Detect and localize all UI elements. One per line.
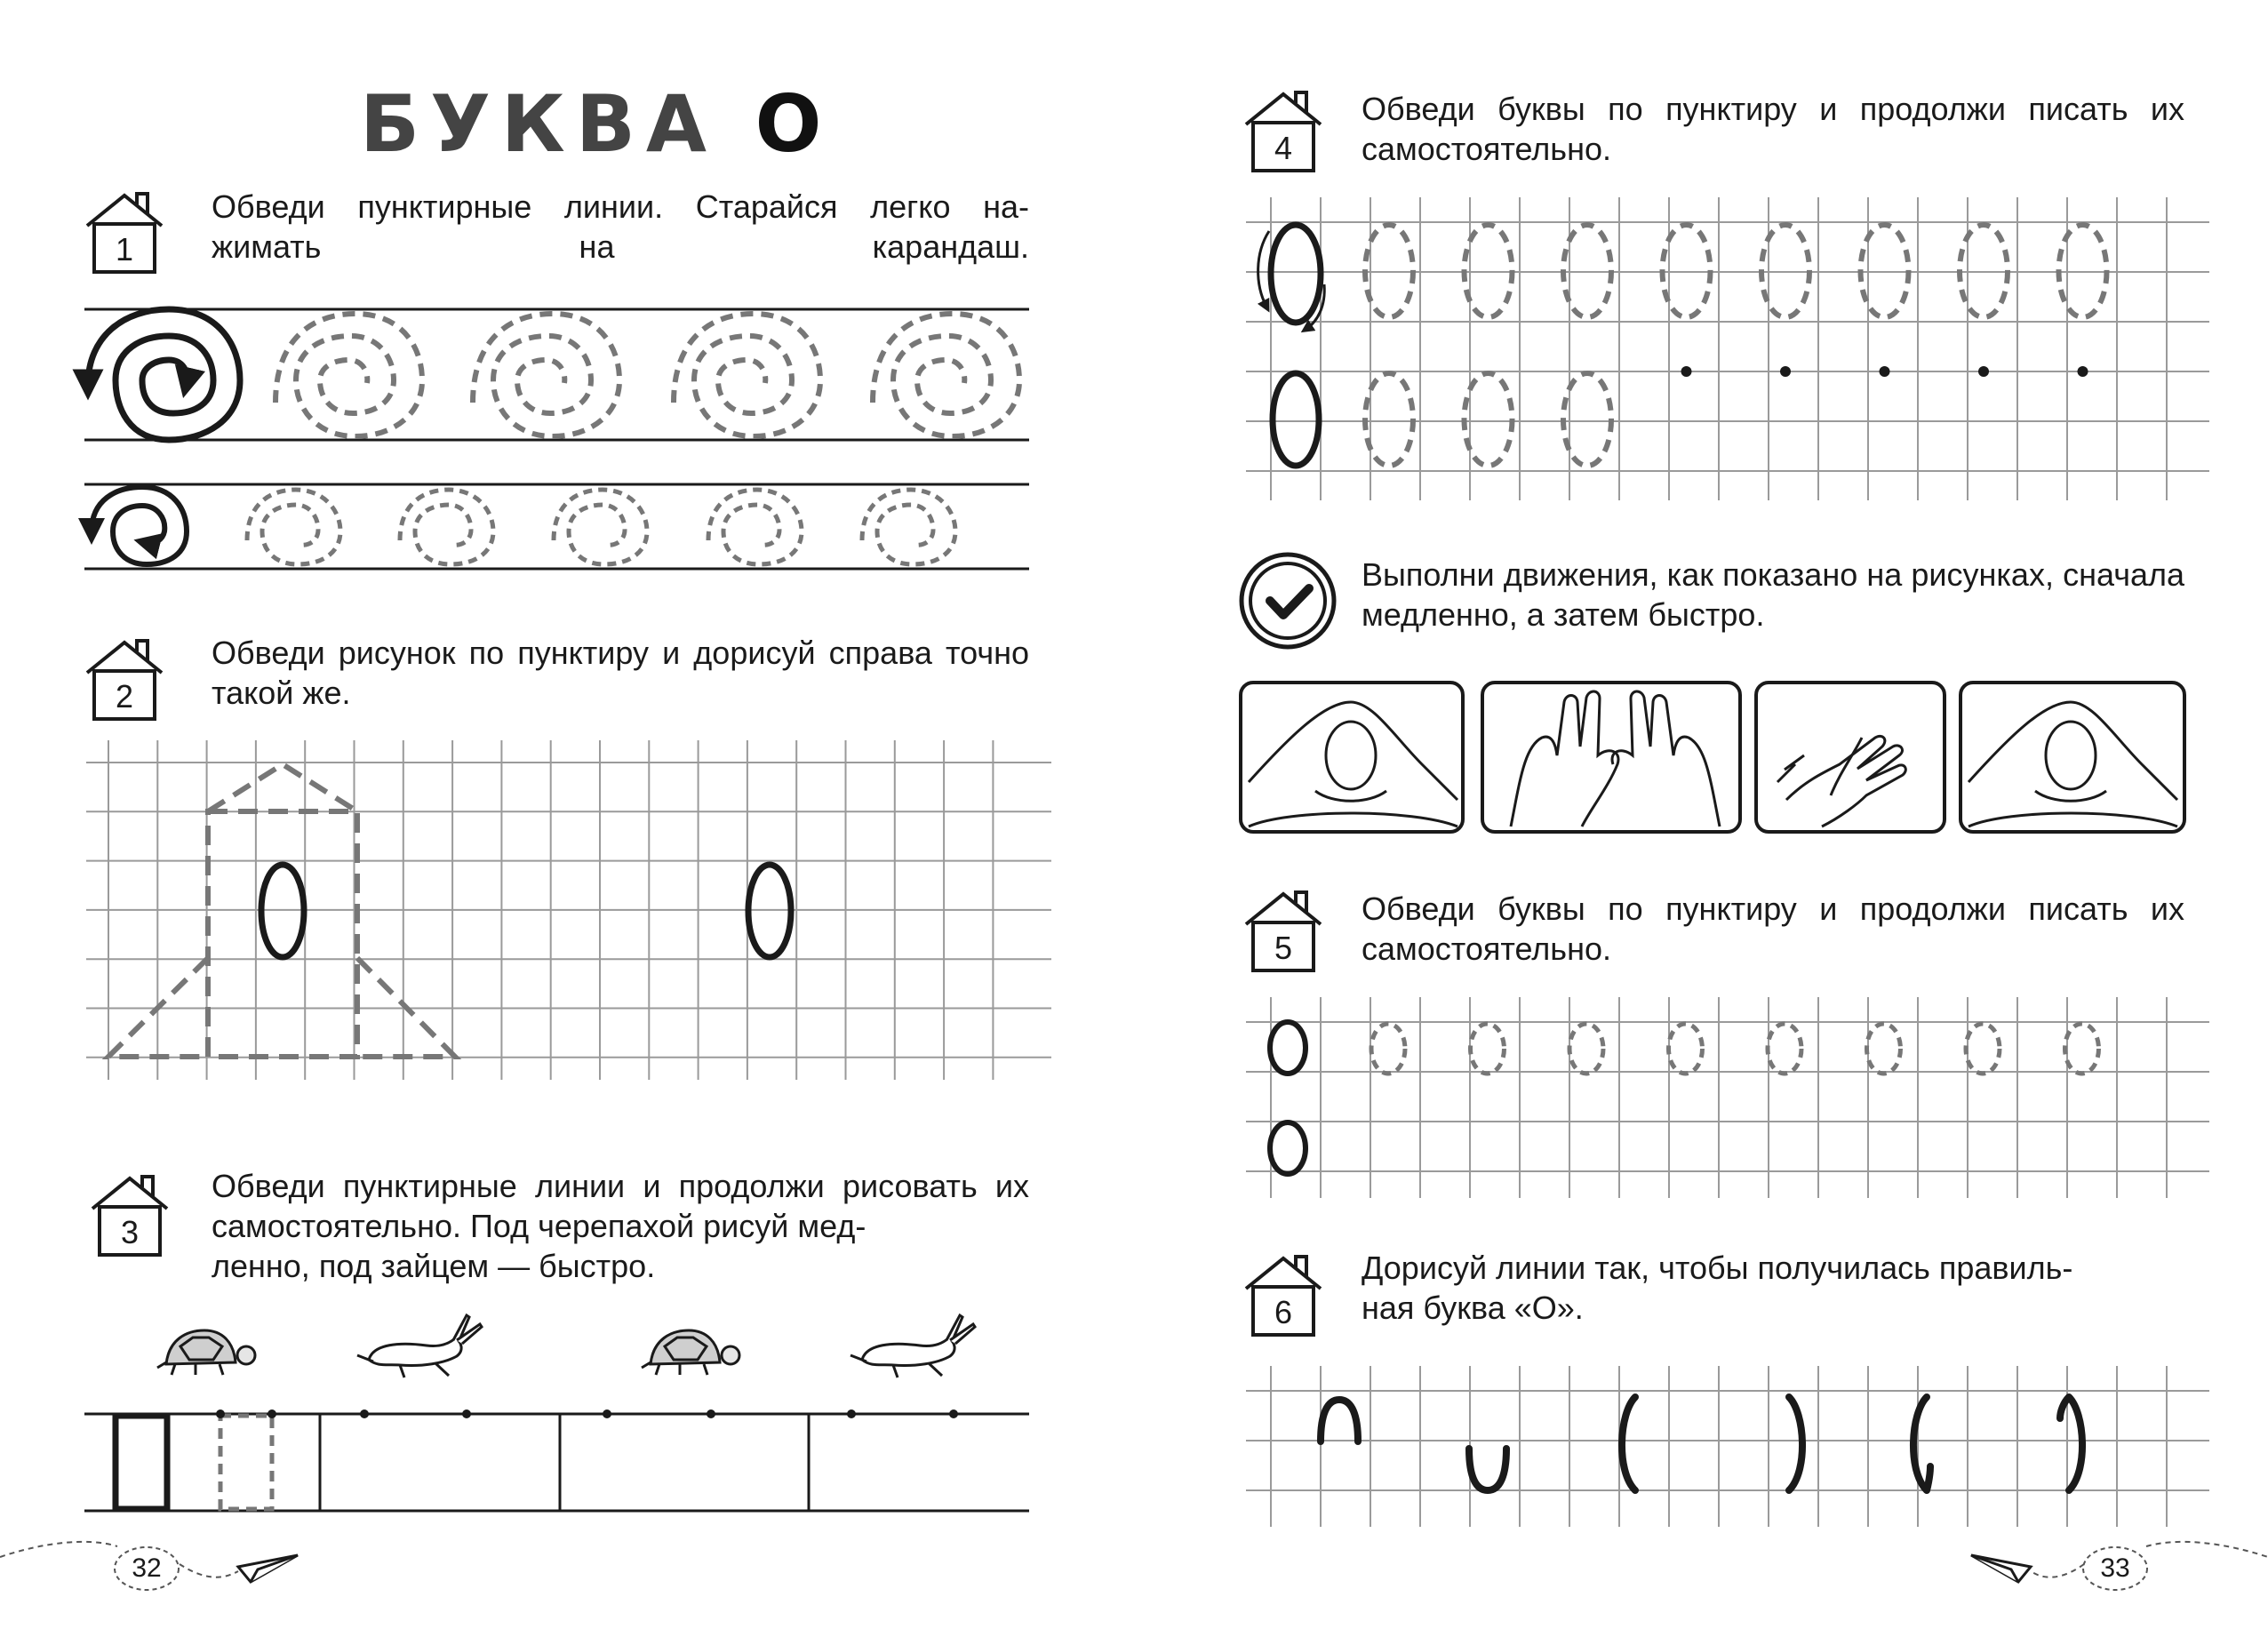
checkmark-circle-icon [1242, 555, 1334, 647]
page-number-right: 33 [2100, 1553, 2130, 1583]
spiral-sample-large [88, 309, 240, 440]
spiral-sample-small [92, 487, 187, 564]
dashed-o [1563, 373, 1611, 466]
task-6-text: Дорисуй линии так, чтобы получилась правиль- ная буква «О». [1362, 1250, 2073, 1326]
turtle-icon [157, 1330, 255, 1375]
letter-grid-6 [1246, 1366, 2209, 1527]
dashed-small-o-row [1371, 1024, 2099, 1074]
task-4-text: Обведи буквы по пунктиру и продолжи писать их самостоятельно. [1362, 91, 2184, 167]
dashed-o [1471, 1024, 1505, 1074]
rocket-window-o [261, 865, 304, 957]
letter-grid-4 [1246, 197, 2209, 500]
task-2-text: Обведи рисунок по пунктиру и дорисуй справа точно такой же. [212, 635, 1029, 711]
hands-panels [1241, 683, 2184, 832]
task-number: 3 [120, 1214, 140, 1250]
task-number: 5 [1274, 930, 1293, 966]
start-dot [1880, 366, 1890, 377]
dashed-o [1371, 1024, 1405, 1074]
task-number: 6 [1274, 1294, 1293, 1330]
turtle-icon [642, 1330, 739, 1375]
task-number: 4 [1274, 130, 1293, 166]
paper-plane-icon [1971, 1555, 2031, 1582]
paper-plane-icon [238, 1555, 298, 1582]
dashed-o [1768, 1024, 1801, 1074]
start-dot [1978, 366, 1989, 377]
start-dot [1780, 366, 1791, 377]
task-number: 1 [115, 231, 134, 268]
motion-task-text: Выполни движения, как показано на рисунках, сначала медленно, а затем быстро. [1362, 556, 2184, 633]
rocket-copy-o [748, 865, 791, 957]
dashed-o [1365, 373, 1413, 466]
start-dot [2078, 366, 2088, 377]
letter-grid-5 [1246, 997, 2209, 1198]
spiral-rows [84, 309, 1029, 569]
title-word: БУКВА [360, 78, 718, 170]
hare-icon [357, 1315, 482, 1377]
sample-small-o [1270, 1122, 1306, 1174]
sample-small-o [1270, 1022, 1306, 1074]
task-3-text: Обведи пунктирные линии и продолжи рисовать их самостоятельно. Под черепахой рисуй мед- ленно, под зайцем — быстро. [212, 1168, 1029, 1284]
dashed-o [1966, 1024, 2000, 1074]
title-letter: О [755, 78, 833, 170]
task-1-text: Обведи пунктирные линии. Старайся легко на- жимать на карандаш. [212, 188, 1029, 265]
hare-icon [850, 1315, 975, 1377]
rocket-grid [86, 740, 1051, 1080]
sample-o-arrows [1258, 225, 1325, 466]
dashed-o [1669, 1024, 1703, 1074]
task-number: 2 [115, 678, 134, 715]
dashed-o [2065, 1024, 2099, 1074]
tempo-track [84, 1409, 1029, 1511]
dashed-o-row [1365, 225, 2107, 466]
dashed-o [1569, 1024, 1603, 1074]
page-number-left: 32 [132, 1553, 162, 1583]
dashed-o [1465, 373, 1513, 466]
start-dot [1681, 366, 1692, 377]
task-5-text: Обведи буквы по пунктиру и продолжи писать их самостоятельно. [1362, 890, 2184, 967]
page-number-bubbles [115, 1547, 2147, 1590]
footer-dashes [0, 1542, 2268, 1577]
dashed-o [1867, 1024, 1901, 1074]
